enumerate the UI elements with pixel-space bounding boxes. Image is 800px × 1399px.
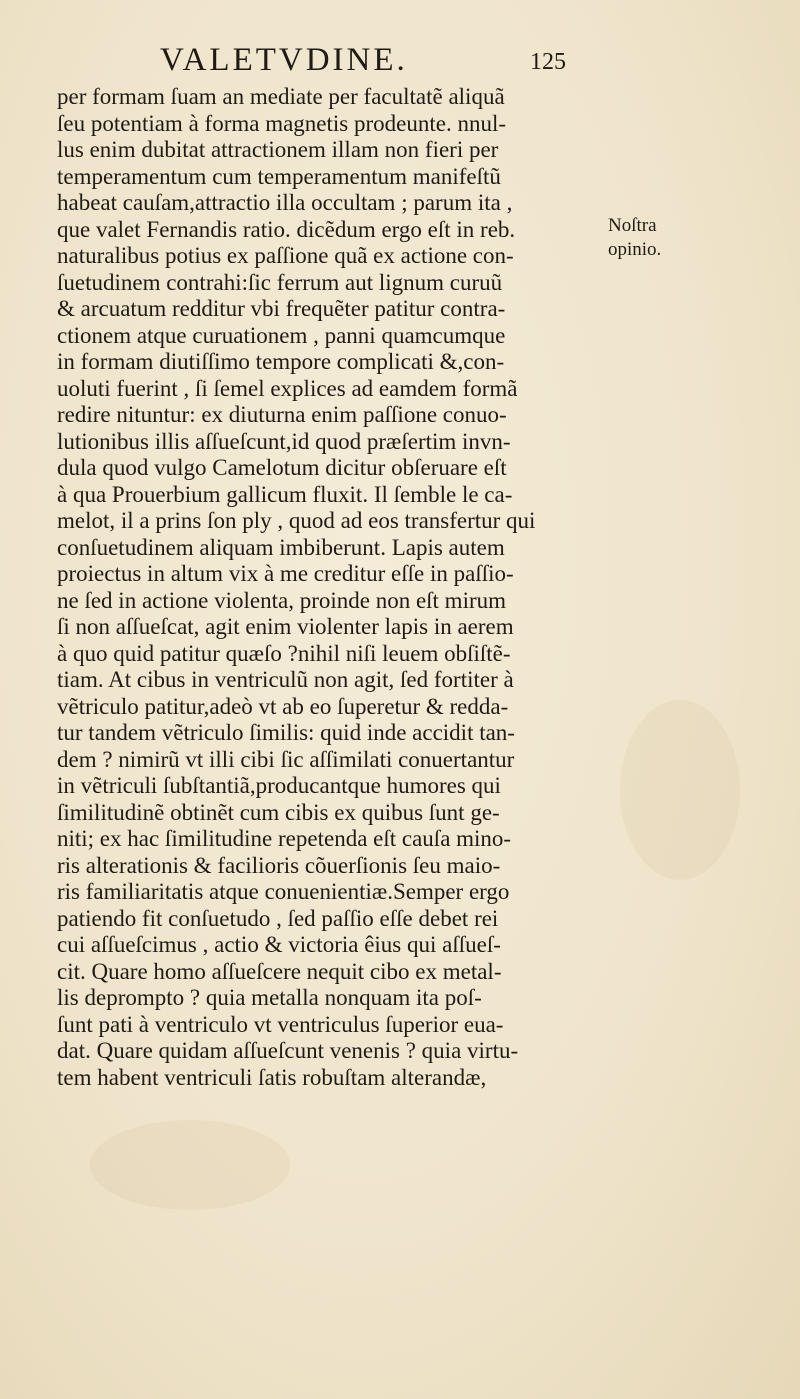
text-line: tiam. At cibus in ventriculũ non agit, ſed fortiter à [57, 667, 514, 692]
text-line: in formam diutiſſimo tempore complicati &,con- [57, 349, 505, 374]
text-line: lutionibus illis aſſueſcunt,id quod præſertim invn- [57, 428, 511, 454]
text-line: proiectus in altum vix à me creditur eſſe in paſſio- [57, 561, 514, 586]
text-line: ſunt pati à ventriculo vt ventriculus ſuperior eua- [57, 1011, 504, 1037]
text-line: temperamentum cum temperamentum manifeſtũ [57, 163, 501, 189]
text-line: à qua Prouerbium gallicum fluxit. Il ſemble le ca- [57, 481, 513, 507]
text-line: tur tandem vẽtriculo ſimilis: quid inde accidit tan- [57, 720, 515, 745]
page-number: 125 [530, 49, 566, 75]
text-line: ne ſed in actione violenta, proinde non eſt mirum [57, 587, 507, 613]
text-line: dem ? nimirũ vt illi cibi ſic aſſimilati conuertantur [57, 746, 515, 772]
margin-note [608, 214, 668, 262]
text-line: habeat cauſam,attractio illa occultam ; parum ita , [57, 190, 513, 215]
text-line: ctionem atque curuationem , panni quamcumque [57, 322, 506, 348]
text-line: tem habent ventriculi ſatis robuſtam alterandæ, [57, 1064, 487, 1090]
text-line: conſuetudinem aliquam imbiberunt. Lapis autem [57, 534, 505, 560]
text-line: & arcuatum redditur vbi frequẽter patitur contra- [57, 296, 506, 321]
text-line: ſimilitudinẽ obtinẽt cum cibis ex quibus ſunt ge- [57, 799, 500, 825]
text-line: ris familiaritatis atque conuenientiæ.Semper ergo [57, 879, 510, 904]
text-line: in vẽtriculi ſubſtantiã,producantque humores qui [57, 773, 501, 798]
text-line: que valet Fernandis ratio. dicẽdum ergo eſt in reb. [57, 216, 516, 242]
text-line: melot, il a prins ſon ply , quod ad eos transfertur qui [57, 508, 536, 533]
paper-stain [90, 1120, 290, 1210]
text-line: patiendo fit conſuetudo , ſed paſſio eſſe debet rei [57, 905, 499, 931]
text-line: ſuetudinem contrahi:ſic ferrum aut lignum curuũ [57, 269, 503, 295]
paper-stain [620, 700, 740, 880]
text-line: vẽtriculo patitur,adeò vt ab eo ſuperetur & redda- [57, 693, 509, 719]
text-line: lis deprompto ? quia metalla nonquam ita poſ- [57, 985, 482, 1010]
text-line: ris alterationis & facilioris cõuerſionis ſeu maio- [57, 852, 501, 878]
text-line: naturalibus potius ex paſſione quã ex actione con- [57, 243, 514, 268]
text-line: ſeu potentiam à forma magnetis prodeunte. nnul- [57, 110, 507, 136]
text-line: lus enim dubitat attractionem illam non fieri per [57, 137, 499, 162]
body-text [57, 84, 587, 1091]
text-line: cui aſſueſcimus , actio & victoria êius qui aſſueſ- [57, 932, 501, 957]
text-line: dat. Quare quidam aſſueſcunt venenis ? quia virtu- [57, 1038, 519, 1063]
text-line: dula quod vulgo Camelotum dicitur obſeruare eſt [57, 455, 507, 480]
text-line: à quo quid patitur quæſo ?nihil niſi leuem obſiſtẽ- [57, 640, 511, 666]
text-line: per formam ſuam an mediate per facultatẽ aliquã [57, 84, 505, 109]
text-line: niti; ex hac ſimilitudine repetenda eſt cauſa mino- [57, 826, 512, 851]
margin-note-line: opinio. [608, 239, 662, 260]
page-header [0, 40, 800, 80]
text-line: uoluti fuerint , ſi ſemel explices ad eamdem formã [57, 375, 518, 401]
running-title: VALETVDINE. [160, 42, 408, 78]
text-line: redire nituntur: ex diuturna enim paſſione conuo- [57, 402, 507, 427]
text-line: ſi non aſſueſcat, agit enim violenter lapis in aerem [57, 614, 514, 639]
margin-note-line: Noſtra [608, 215, 657, 236]
text-line: cit. Quare homo aſſueſcere nequit cibo ex metal- [57, 958, 502, 984]
